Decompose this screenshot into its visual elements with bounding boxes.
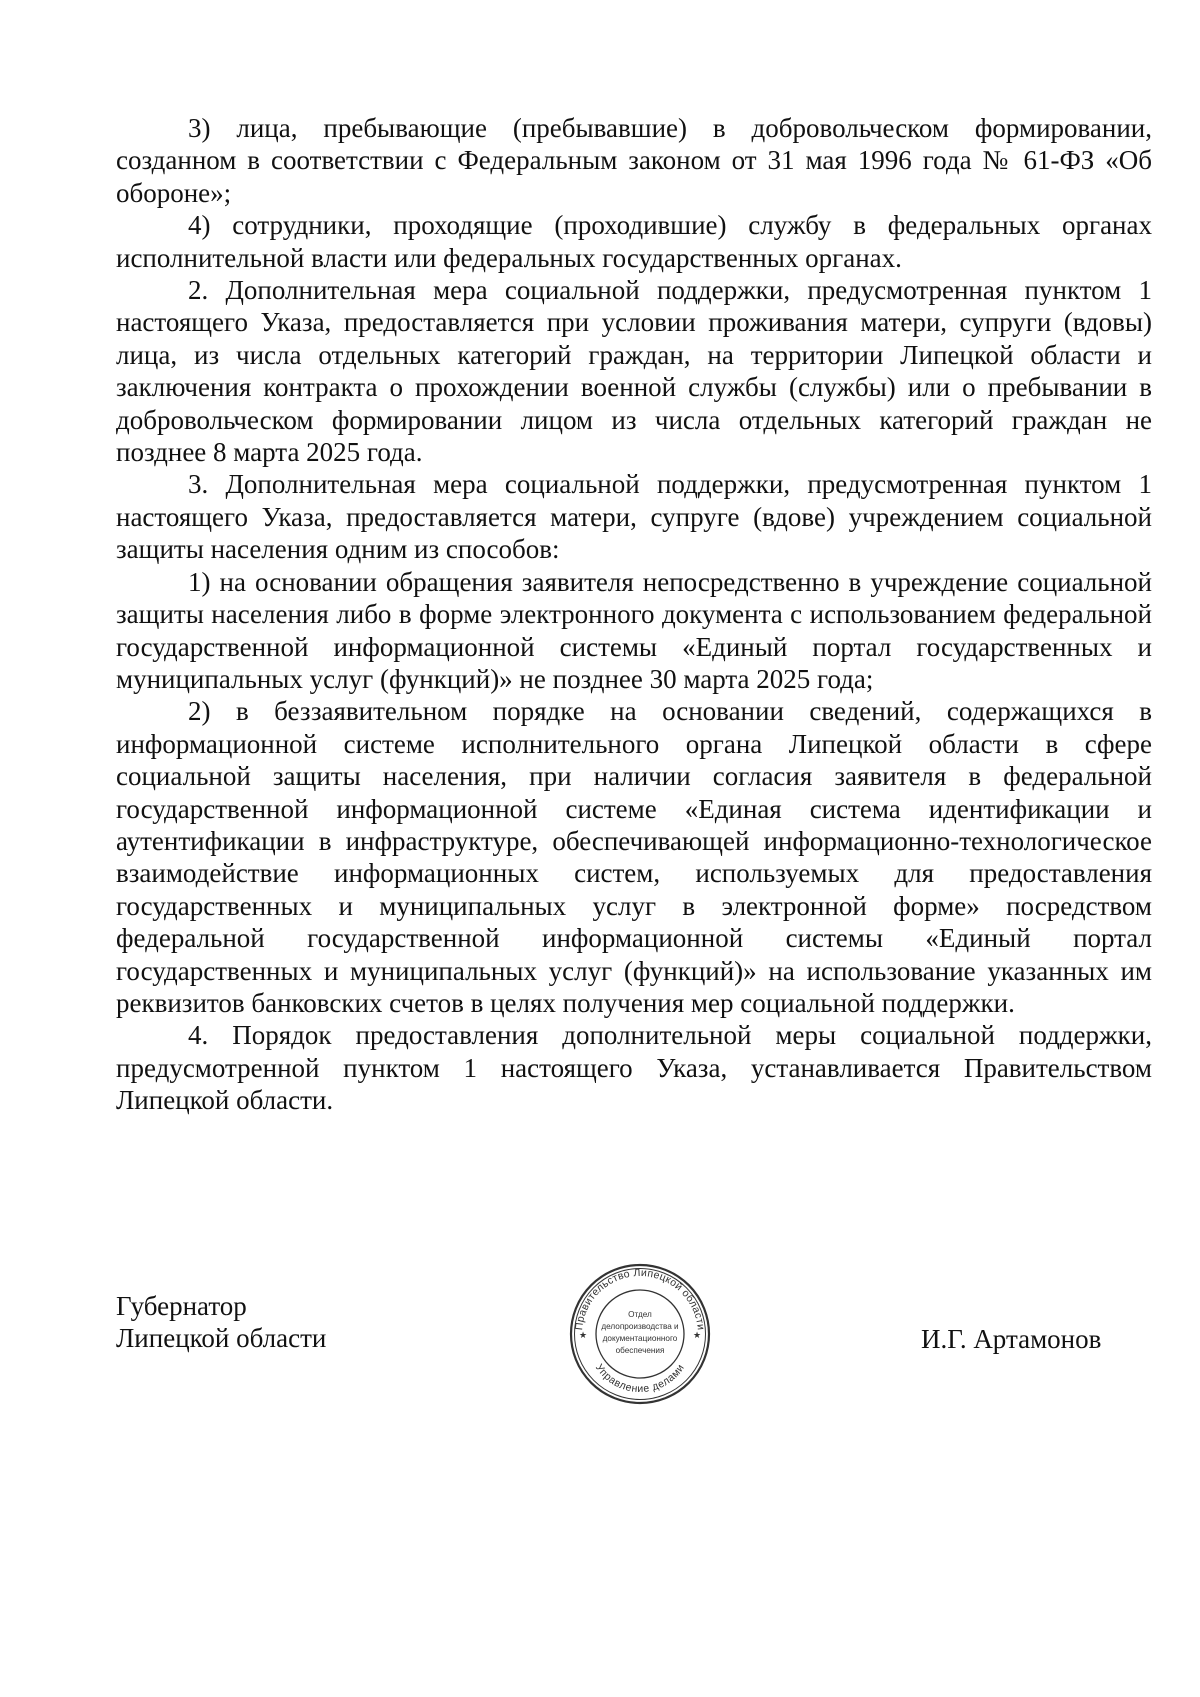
seal-outer-text-bottom: Управление делами <box>592 1361 688 1396</box>
signatory-name: И.Г. Артамонов <box>921 1324 1102 1354</box>
seal-inner-line1: Отдел <box>628 1310 652 1319</box>
official-seal-stamp <box>568 1262 712 1406</box>
document-body <box>116 112 1152 1117</box>
seal-inner-line3: документационного <box>602 1334 678 1343</box>
signatory-position-line2: Липецкой области <box>116 1323 327 1354</box>
paragraph-clause-3-item-1: 1) на основании обращения заявителя непосредственно в учреждение социальной защиты населения либо в форме электронного документа с использованием федеральной государственной информационной системы «Единый портал государственных и муниципальных услуг (функций)» не позднее 30 марта 2025 года; <box>116 566 1152 694</box>
signatory-position <box>116 1290 326 1355</box>
paragraph-item-3: 3) лица, пребывающие (пребывавшие) в добровольческом формировании, созданном в соответствии с Федеральным законом от 31 мая 1996 года № 61-ФЗ «Об обороне»; <box>116 113 1152 208</box>
seal-star-left: ★ <box>578 1331 588 1341</box>
seal-inner-line2: делопроизводства и <box>601 1322 679 1331</box>
seal-outer-text-top: Правительство Липецкой области <box>573 1266 707 1331</box>
seal-inner-line4: обеспечения <box>615 1346 665 1355</box>
paragraph-clause-3-item-2: 2) в беззаявительном порядке на основании сведений, содержащихся в информационной системе исполнительного органа Липецкой области в сфере социальной защиты населения, при наличии согласия заявителя в федеральной государственной информационной системе «Единая система идентификации и аутентификации в инфраструктуре, обеспечивающей информационно-технологическое взаимодействие информационных систем, используемых для предоставления государственных и муниципальных услуг в электронной форме» посредством федеральной государственной информационной системы «Единый портал государственных и муниципальных услуг (функций)» на использование указанных им реквизитов банковских счетов в целях получения мер социальной поддержки. <box>116 696 1152 1018</box>
paragraph-clause-3: 3. Дополнительная мера социальной поддержки, предусмотренная пунктом 1 настоящего Указа, предоставляется матери, супруге (вдове) учреждением социальной защиты населения одним из способов: <box>116 469 1152 565</box>
paragraph-clause-2: 2. Дополнительная мера социальной поддержки, предусмотренная пунктом 1 настоящего Указа, предоставляется при условии проживания матери, супруги (вдовы) лица, из числа отдельных категорий граждан, на территории Липецкой области и заключения контракта о прохождении военной службы (службы) или о пребывании в добровольческом формировании лицом из числа отдельных категорий граждан не позднее 8 марта 2025 года. <box>116 275 1152 468</box>
signatory-position-line1: Губернатор <box>116 1291 247 1321</box>
paragraph-item-4: 4) сотрудники, проходящие (проходившие) службу в федеральных органах исполнительной власти или федеральных государственных органах. <box>116 210 1152 273</box>
seal-svg <box>568 1262 712 1406</box>
seal-star-right: ★ <box>692 1331 702 1341</box>
paragraph-clause-4: 4. Порядок предоставления дополнительной меры социальной поддержки, предусмотренной пунктом 1 настоящего Указа, устанавливается Правительством Липецкой области. <box>116 1020 1152 1116</box>
